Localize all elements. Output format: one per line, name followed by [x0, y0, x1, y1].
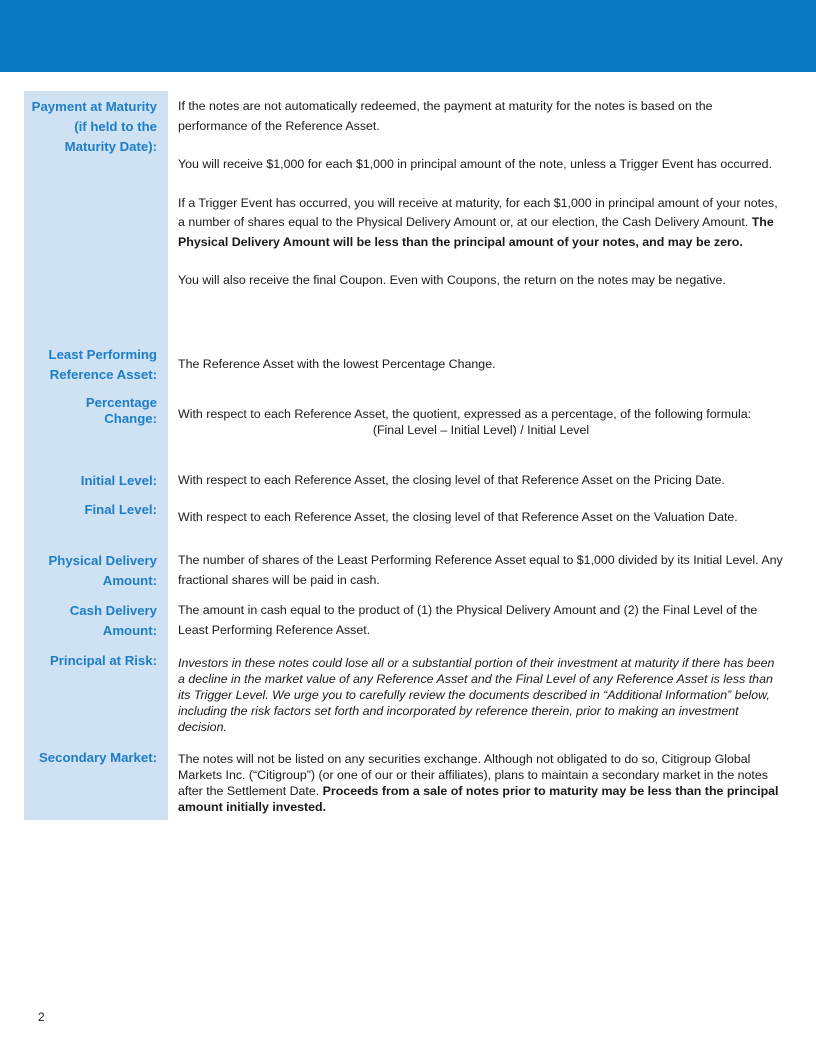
paragraph-text: The notes will not be listed on any securities exchange. Although not obligated to do so, Citigroup Global Markets Inc. (“Citigroup”) (or one of our or their affiliates), plans to maintain a secondary market in the notes after the Settlement Date. [178, 752, 768, 798]
term-value-least-performing [168, 339, 784, 387]
paragraph [178, 194, 784, 253]
term-value-percentage-change [168, 387, 784, 465]
page-number: 2 [38, 1010, 45, 1024]
term-label-physical-delivery-amount: Physical Delivery Amount: [48, 553, 157, 588]
bold-warning: Proceeds from a sale of notes prior to maturity may be less than the principal amount initially invested. [178, 784, 779, 814]
term-label-cash-delivery-amount: Cash Delivery Amount: [69, 603, 157, 638]
paragraph: With respect to each Reference Asset, the closing level of that Reference Asset on the Pricing Date. [178, 473, 725, 487]
term-label-percentage-change: Percentage Change: [85, 395, 157, 426]
term-label-payment-at-maturity: Payment at Maturity (if held to the Maturity Date): [31, 99, 157, 154]
label-cell [24, 645, 168, 742]
label-cell [24, 91, 168, 339]
label-cell [24, 545, 168, 595]
term-label-least-performing: Least Performing Reference Asset: [48, 347, 157, 382]
formula: (Final Level – Initial Level) / Initial Level [372, 423, 590, 437]
paragraph: If the notes are not automatically redeemed, the payment at maturity for the notes is based on the performance of the Reference Asset. [178, 99, 713, 133]
term-label-principal-at-risk: Principal at Risk: [49, 653, 157, 668]
header-band [0, 0, 816, 72]
term-value-secondary-market [168, 742, 784, 820]
term-value-payment-at-maturity [168, 91, 784, 339]
bold-warning: The Physical Delivery Amount will be less than the principal amount of your notes, and may be zero. [178, 215, 774, 249]
term-value-principal-at-risk [168, 645, 784, 742]
term-label-initial-level: Initial Level: [80, 473, 157, 488]
label-cell [24, 742, 168, 820]
term-value-initial-level [168, 465, 784, 496]
paragraph: You will receive $1,000 for each $1,000 in principal amount of the note, unless a Trigger Event has occurred. [178, 157, 772, 171]
label-cell [24, 387, 168, 465]
paragraph: The amount in cash equal to the product of (1) the Physical Delivery Amount and (2) the Final Level of the Least Performing Reference Asset. [178, 603, 758, 637]
paragraph [178, 748, 784, 815]
paragraph: The number of shares of the Least Performing Reference Asset equal to $1,000 divided by its Initial Level. Any fractional shares will be paid in cash. [178, 553, 783, 587]
paragraph: With respect to each Reference Asset, the quotient, expressed as a percentage, of the following formula: [178, 407, 752, 421]
term-label-final-level: Final Level: [84, 502, 157, 517]
term-value-physical-delivery-amount [168, 545, 784, 595]
paragraph-text: If a Trigger Event has occurred, you will receive at maturity, for each $1,000 in principal amount of your notes, a number of shares equal to the Physical Delivery Amount or, at our election, the Cash Delivery Amount. [178, 195, 778, 229]
label-cell [24, 465, 168, 496]
label-cell [24, 339, 168, 387]
label-cell [24, 496, 168, 545]
label-cell [24, 595, 168, 645]
paragraph: The Reference Asset with the lowest Percentage Change. [178, 357, 496, 371]
term-label-secondary-market: Secondary Market: [39, 750, 157, 765]
term-value-final-level [168, 496, 784, 545]
term-value-cash-delivery-amount [168, 595, 784, 645]
paragraph: You will also receive the final Coupon. Even with Coupons, the return on the notes may be negative. [178, 273, 726, 287]
paragraph: With respect to each Reference Asset, the closing level of that Reference Asset on the Valuation Date. [178, 510, 738, 524]
risk-disclosure: Investors in these notes could lose all or a substantial portion of their investment at maturity if there has been a decline in the market value of any Reference Asset and the Final Level of any Reference Asset is less than its Trigger Level. We urge you to carefully review the documents described in “Additional Information” below, including the risk factors set forth and incorporated by reference therein, prior to making an investment decision. [178, 656, 775, 734]
terms-table [24, 91, 784, 820]
